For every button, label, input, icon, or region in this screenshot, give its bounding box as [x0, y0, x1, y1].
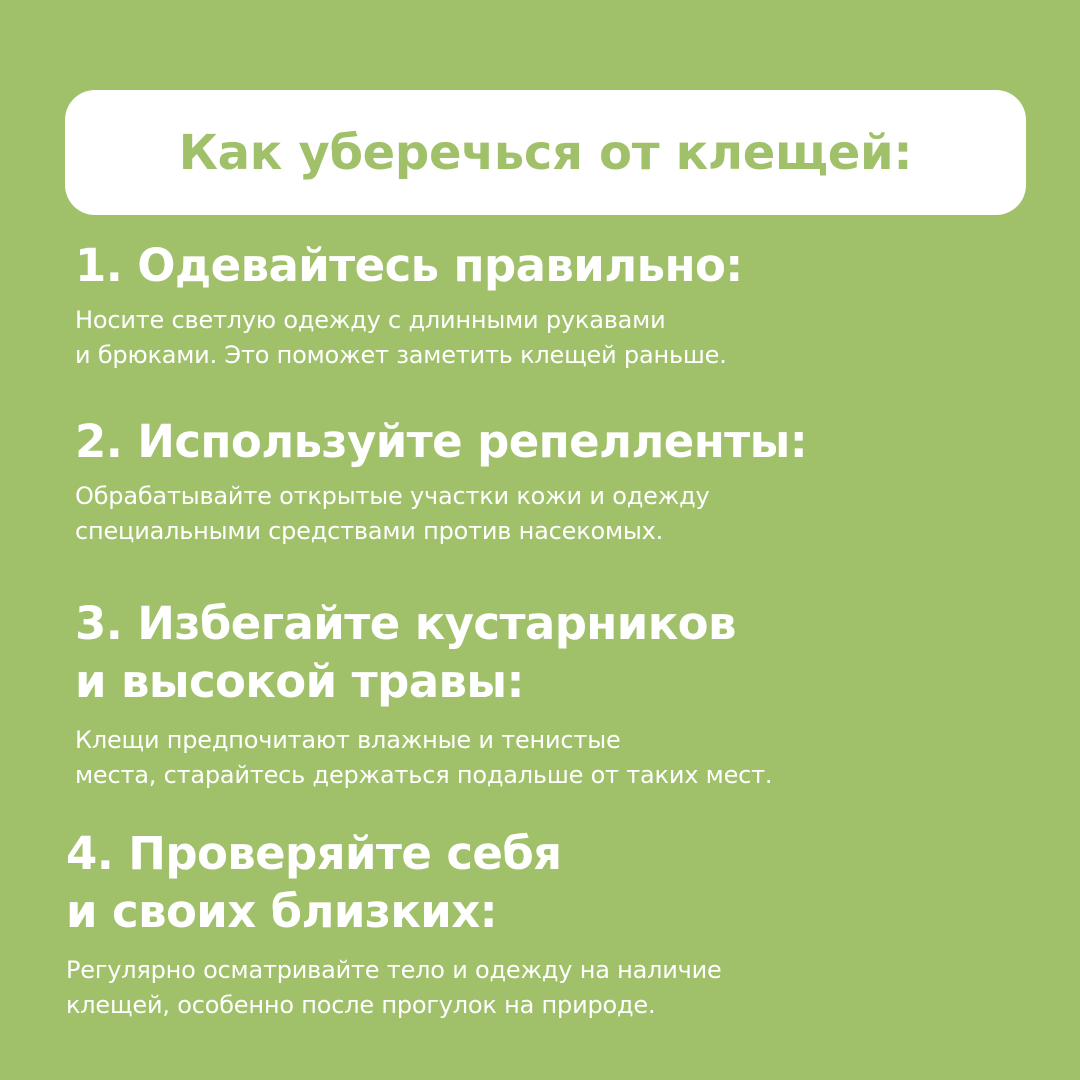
tip-body-line: Обрабатывайте открытые участки кожи и одежду — [75, 482, 710, 510]
tip-heading-line: 2. Используйте репелленты: — [75, 415, 808, 468]
tip-body — [66, 953, 722, 1023]
tip-heading-line: 3. Избегайте кустарников — [75, 597, 736, 650]
tip-heading — [75, 595, 772, 711]
page-title: Как уберечься от клещей: — [178, 124, 913, 181]
tip-use-repellents — [75, 413, 807, 549]
tip-dress-properly — [75, 237, 743, 373]
tip-heading-line: 1. Одевайтесь правильно: — [75, 239, 743, 292]
tip-heading-line: и высокой травы: — [75, 655, 524, 708]
tip-heading-line: и своих близких: — [66, 885, 498, 938]
tip-avoid-bushes — [75, 595, 772, 793]
tip-body-line: специальными средствами против насекомых. — [75, 517, 664, 545]
tip-body-line: и брюками. Это поможет заметить клещей раньше. — [75, 341, 727, 369]
tip-body-line: Регулярно осматривайте тело и одежду на наличие — [66, 956, 722, 984]
tip-body-line: клещей, особенно после прогулок на природе. — [66, 991, 656, 1019]
tip-body-line: Носите светлую одежду с длинными рукавами — [75, 306, 666, 334]
tip-heading — [75, 413, 807, 471]
tip-heading — [75, 237, 743, 295]
tip-heading — [66, 825, 722, 941]
tip-heading-line: 4. Проверяйте себя — [66, 827, 562, 880]
tip-body — [75, 723, 772, 793]
tip-body-line: места, старайтесь держаться подальше от таких мест. — [75, 761, 773, 789]
tip-body — [75, 479, 807, 549]
title-card — [65, 90, 1026, 215]
tip-body-line: Клещи предпочитают влажные и тенистые — [75, 726, 621, 754]
tip-body — [75, 303, 743, 373]
tip-check-yourself — [66, 825, 722, 1023]
